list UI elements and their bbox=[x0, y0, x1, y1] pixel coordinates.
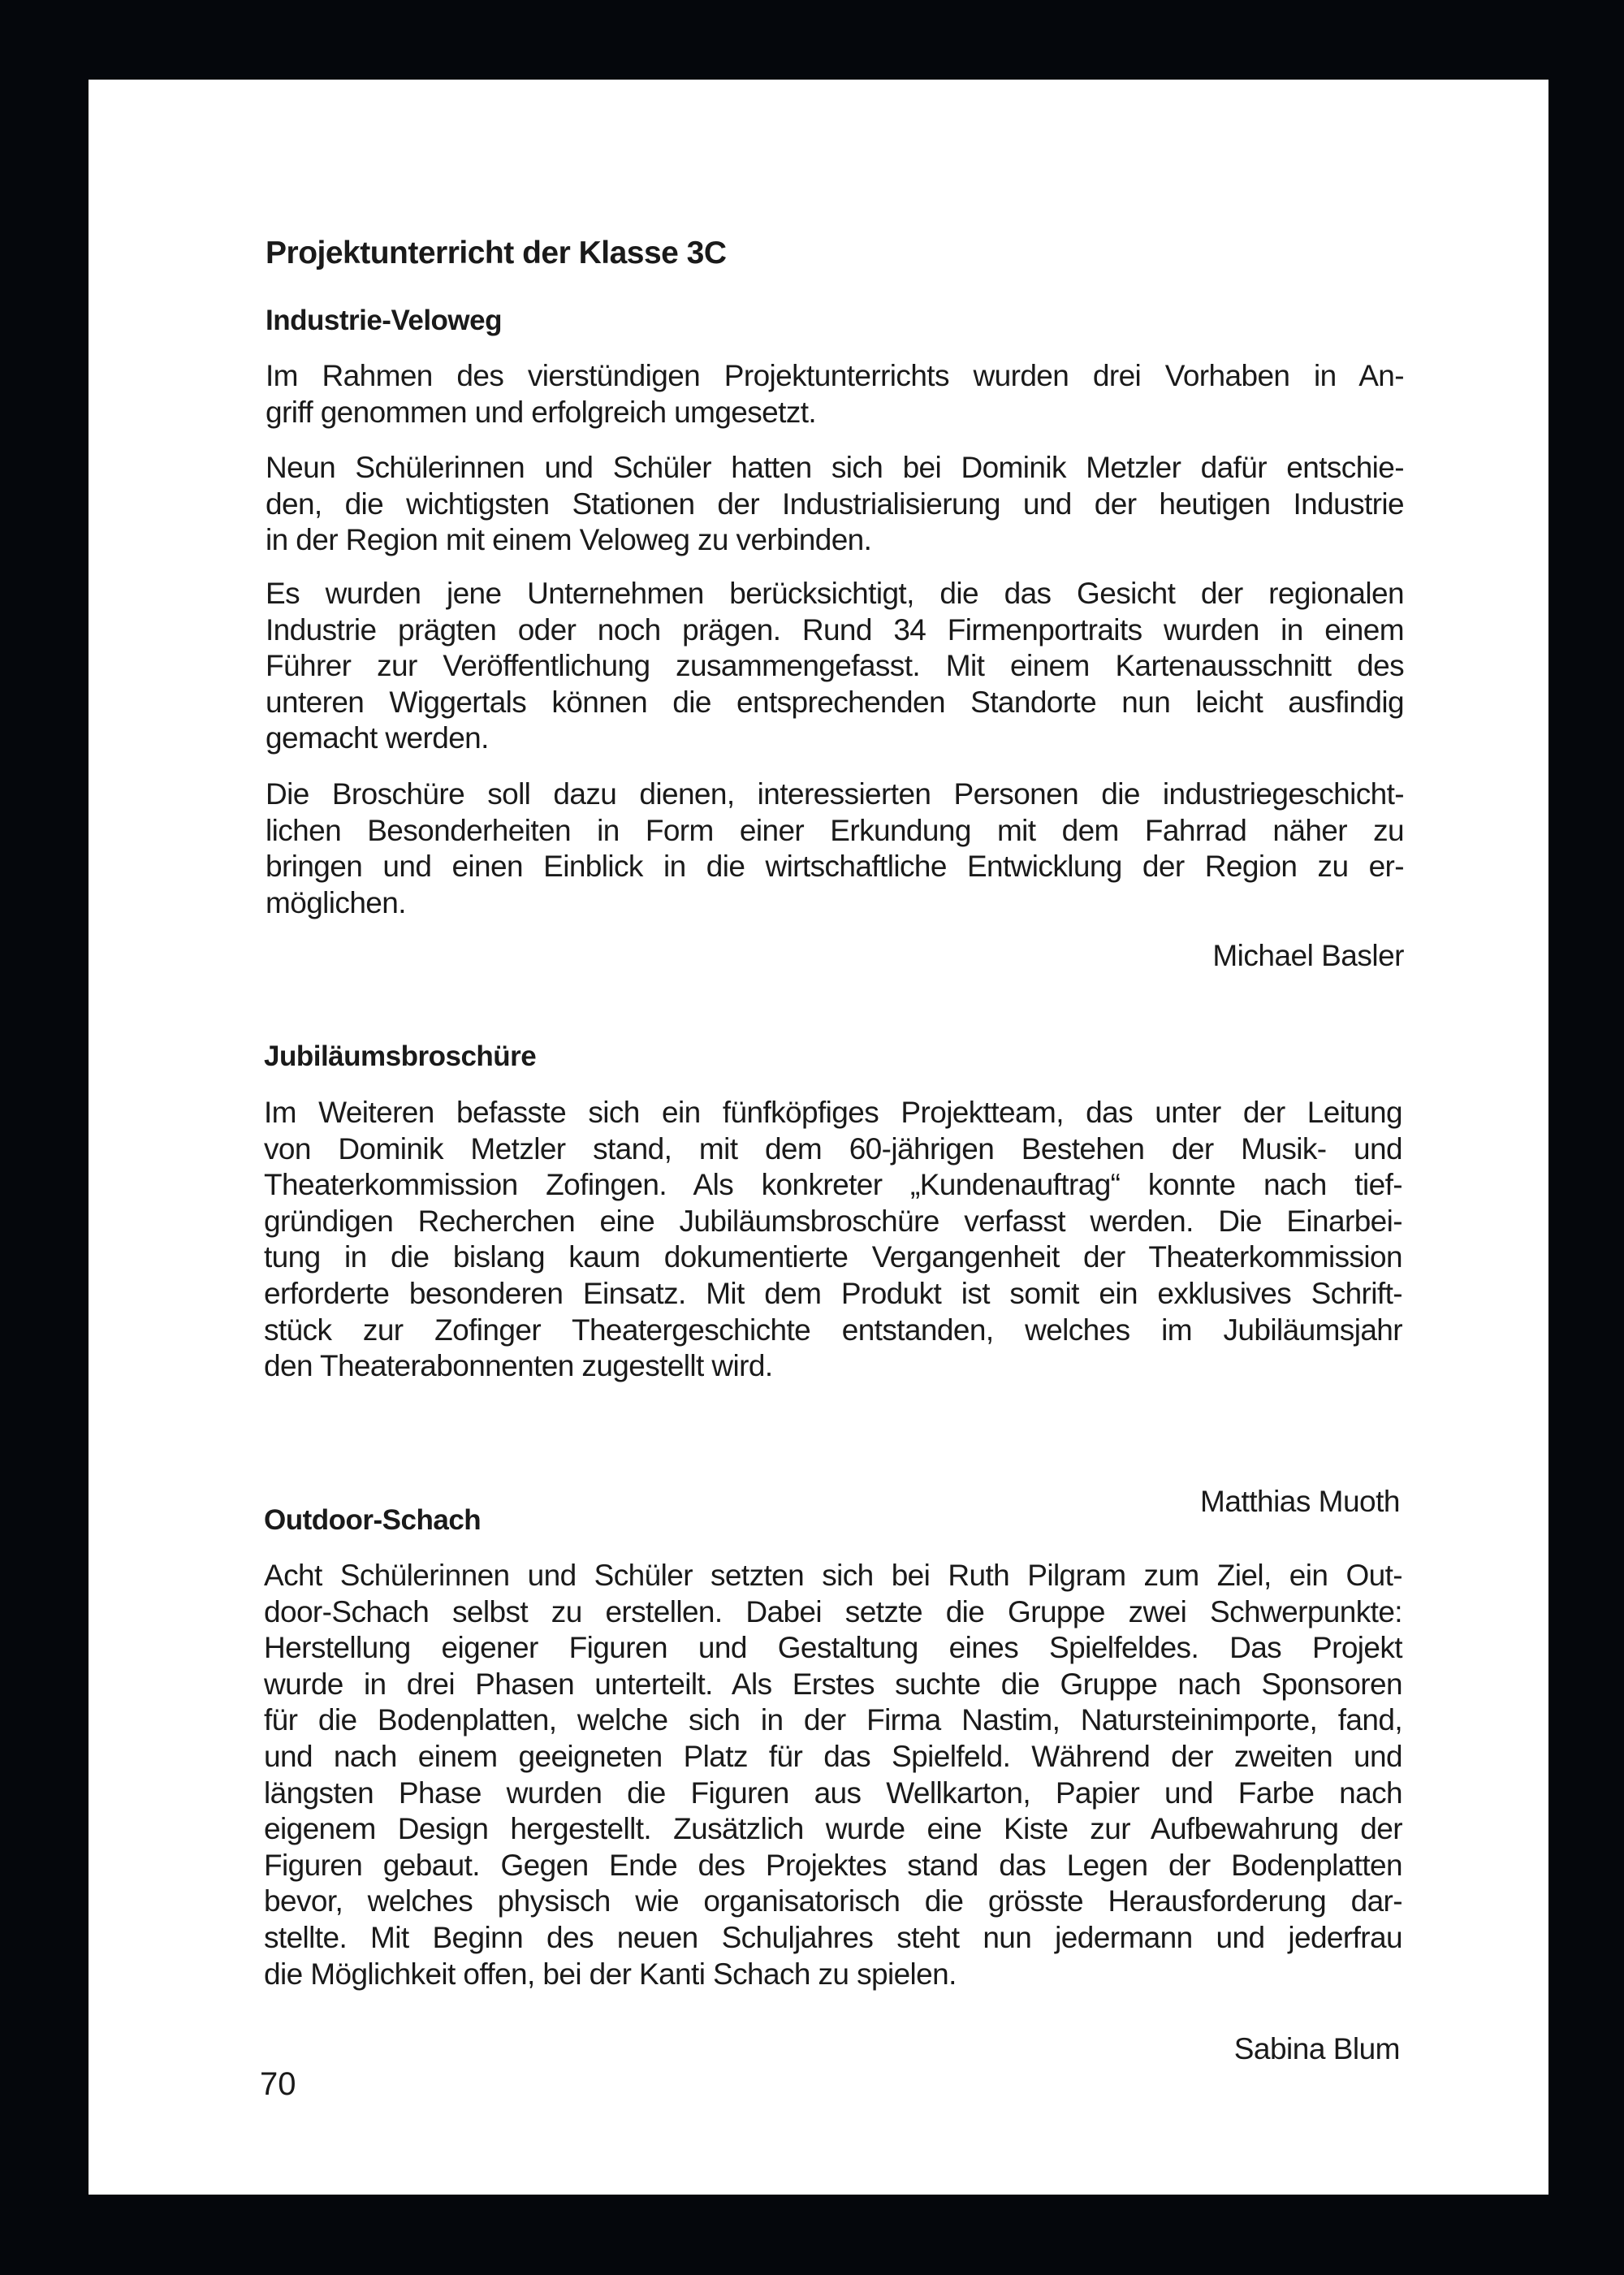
text-line: Acht Schülerinnen und Schüler setzten sich bei Ruth Pilgram zum Ziel, ein Out- bbox=[264, 1559, 1402, 1592]
text-line: Theaterkommission Zofingen. Als konkreter „Kundenauftrag“ konnte nach tief- bbox=[264, 1168, 1402, 1202]
text-line: in der Region mit einem Veloweg zu verbinden. bbox=[266, 523, 872, 557]
text-line: Es wurden jene Unternehmen berücksichtigt, die das Gesicht der regionalen bbox=[266, 577, 1404, 610]
text-line: tung in die bislang kaum dokumentierte Vergangenheit der Theaterkommission bbox=[264, 1240, 1402, 1274]
text-line: gemacht werden. bbox=[266, 721, 489, 755]
author-signature: Michael Basler bbox=[1212, 939, 1404, 972]
text-line: bringen und einen Einblick in die wirtschaftliche Entwicklung der Region zu er- bbox=[266, 850, 1404, 884]
text-line: Industrie prägten oder noch prägen. Rund 34 Firmenportraits wurden in einem bbox=[266, 612, 1404, 647]
section-heading-jubilaeumsbroschuere: Jubiläumsbroschüre bbox=[264, 1040, 537, 1072]
text-line: eigenem Design hergestellt. Zusätzlich wurde eine Kiste zur Aufbewahrung der bbox=[264, 1812, 1402, 1846]
text-line: stück zur Zofinger Theatergeschichte entstanden, welches im Jubiläumsjahr bbox=[264, 1313, 1402, 1347]
page-title: Projektunterricht der Klasse 3C bbox=[266, 236, 727, 270]
author-signature: Sabina Blum bbox=[1233, 2032, 1400, 2065]
document-page bbox=[89, 80, 1548, 2195]
page-number: 70 bbox=[260, 2066, 296, 2102]
text-line: für die Bodenplatten, welche sich in der Firma Nastim, Natursteinimporte, fand, bbox=[264, 1703, 1402, 1737]
text-line: den Theaterabonnenten zugestellt wird. bbox=[264, 1349, 773, 1383]
text-line: stellte. Mit Beginn des neuen Schuljahres steht nun jedermann und jederfrau bbox=[264, 1920, 1402, 1954]
text-line: gründigen Recherchen eine Jubiläumsbroschüre verfasst werden. Die Einarbei- bbox=[264, 1204, 1402, 1238]
paragraph bbox=[266, 450, 1404, 559]
text-line: und nach einem geeigneten Platz für das Spielfeld. Während der zweiten und bbox=[264, 1739, 1402, 1773]
text-line: Die Broschüre soll dazu dienen, interessierten Personen die industriegeschicht- bbox=[266, 777, 1404, 811]
text-line: lichen Besonderheiten in Form einer Erkundung mit dem Fahrrad näher zu bbox=[266, 813, 1404, 847]
text-line: Figuren gebaut. Gegen Ende des Projektes stand das Legen der Bodenplatten bbox=[264, 1848, 1402, 1882]
text-line: erforderte besonderen Einsatz. Mit dem Produkt ist somit ein exklusives Schrift- bbox=[264, 1276, 1402, 1310]
text-line: Führer zur Veröffentlichung zusammengefasst. Mit einem Kartenausschnitt des bbox=[266, 649, 1404, 683]
text-line: längsten Phase wurden die Figuren aus Wellkarton, Papier und Farbe nach bbox=[264, 1775, 1402, 1810]
paragraph bbox=[264, 1095, 1402, 1385]
author-signature: Matthias Muoth bbox=[1200, 1485, 1400, 1518]
text-line: Herstellung eigener Figuren und Gestaltung eines Spielfeldes. Das Projekt bbox=[264, 1631, 1402, 1665]
text-line: möglichen. bbox=[266, 885, 406, 919]
text-line: von Dominik Metzler stand, mit dem 60-jährigen Bestehen der Musik- und bbox=[264, 1131, 1402, 1166]
text-line: unteren Wiggertals können die entsprechenden Standorte nun leicht ausfindig bbox=[266, 685, 1404, 719]
text-line: Im Rahmen des vierstündigen Projektunterrichts wurden drei Vorhaben in An- bbox=[266, 359, 1404, 392]
text-line: den, die wichtigsten Stationen der Industrialisierung und der heutigen Industrie bbox=[266, 487, 1404, 521]
text-line: door-Schach selbst zu erstellen. Dabei setzte die Gruppe zwei Schwerpunkte: bbox=[264, 1594, 1402, 1628]
paragraph bbox=[266, 776, 1404, 921]
paragraph bbox=[266, 358, 1404, 430]
text-line: griff genommen und erfolgreich umgesetzt. bbox=[266, 395, 817, 429]
text-line: wurde in drei Phasen unterteilt. Als Erstes suchte die Gruppe nach Sponsoren bbox=[264, 1667, 1402, 1701]
section-heading-outdoor-schach: Outdoor-Schach bbox=[264, 1504, 482, 1536]
paragraph bbox=[264, 1558, 1402, 1992]
text-line: Im Weiteren befasste sich ein fünfköpfiges Projektteam, das unter der Leitung bbox=[264, 1096, 1402, 1129]
paragraph bbox=[266, 576, 1404, 757]
text-line: die Möglichkeit offen, bei der Kanti Schach zu spielen. bbox=[264, 1957, 957, 1991]
section-heading-industrie-veloweg: Industrie-Veloweg bbox=[266, 305, 502, 336]
text-line: Neun Schülerinnen und Schüler hatten sich bei Dominik Metzler dafür entschie- bbox=[266, 451, 1404, 484]
text-line: bevor, welches physisch wie organisatorisch die grösste Herausforderung dar- bbox=[264, 1884, 1402, 1918]
